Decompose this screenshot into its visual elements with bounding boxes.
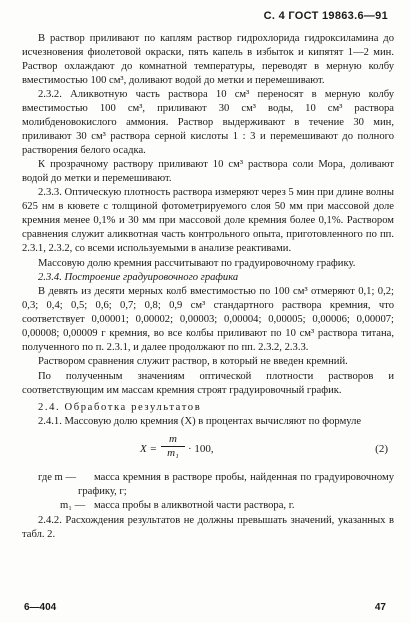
paragraph-2-3-3: 2.3.3. Оптическую плотность раствора измеряют через 5 мин при длине волны 625 нм в кювете с толщиной фотометрируемого слоя 50 мм при массовой доле кремния менее 0,1% и 30 мм при массовой доле кремния более 0,1%. Раствором сравнения служит аликвотная часть контрольного опыта, приготовленного по пп. 2.3.1, 2.3.2, со всеми используемыми в анализе реактивами. (22, 187, 394, 255)
print-mark: 6—404 (24, 602, 57, 613)
paragraph: В раствор приливают по каплям раствор гидрохлорида гидроксиламина до исчезновения фиолетовой окраски, пять капель в избыток и кипятят 1—2 мин. Раствор охлаждают до комнатной температуры, переводят в мерную колбу вместимостью 100 см³, доливают водой до метки и перемешивают. (22, 33, 394, 86)
paragraph-2-4-2: 2.4.2. Расхождения результатов не должны превышать значений, указанных в табл. 2. (22, 514, 394, 540)
formula-lhs: X = (140, 442, 157, 455)
definition-text: масса кремния в растворе пробы, найденная по градуировочному графику, г; (78, 471, 394, 497)
document-body (22, 32, 394, 542)
definition-item (22, 471, 394, 499)
paragraph-2-4-1: 2.4.1. Массовую долю кремния (X) в процентах вычисляют по формуле (38, 415, 362, 427)
definition-text: масса пробы в аликвотной части раствора, г. (94, 500, 295, 512)
page-number: 47 (374, 602, 386, 613)
paragraph: В девять из десяти мерных колб вместимостью по 100 см³ отмеряют 0,1; 0,2; 0,3; 0,4; 0,5; 0,6; 0,7; 0,8; 0,9 см³ стандартного раствора кремния, что соответствует 0,00001; 0,00002; 0,00003; 0,00004; 0,00005; 0,00006; 0,00007; 0,00008; 0,00009 г кремния, во все колбы приливают по 10 см³ раствора титана, полученного по п. 2.3.1, и далее продолжают по пп. 2.3.2, 2.3.3. (22, 286, 394, 353)
definition-item (22, 499, 394, 513)
paragraph: По полученным значениям оптической плотности растворов и соответствующим им массам кремния строят градуировочный график. (22, 370, 394, 396)
section-heading-2-3-4: 2.3.4. Построение градуировочного графика (38, 271, 239, 283)
paragraph: К прозрачному раствору приливают 10 см³ раствора соли Мора, доливают водой до метки и перемешивают. (22, 159, 394, 185)
page-header: С. 4 ГОСТ 19863.6—91 (263, 10, 388, 22)
formula-denominator: m₁ (167, 446, 179, 459)
formula (22, 433, 394, 467)
definition-symbol: m₁ — (60, 500, 86, 512)
formula-rest: · 100, (188, 442, 214, 455)
formula-number: (2) (375, 442, 388, 455)
paragraph: Раствором сравнения служит раствор, в который не введен кремний. (38, 356, 348, 368)
paragraph-2-3-2: 2.3.2. Аликвотную часть раствора 10 см³ переносят в мерную колбу вместимостью 100 см³, приливают 30 см³ воды, 10 см³ раствора молибденовокислого аммония. Раствор выдерживают в течение 30 мин, приливают 30 см³ раствора серной кислоты 1 : 3 и перемешивают до полного растворения белого осадка. (22, 89, 394, 156)
section-heading-2-4: 2.4. Обработка результатов (38, 401, 202, 413)
definition-symbol: где m — (38, 471, 77, 483)
formula-fraction (161, 433, 185, 460)
definitions (22, 471, 394, 513)
formula-numerator: m (161, 433, 185, 447)
paragraph: Массовую долю кремния рассчитывают по градуировочному графику. (38, 257, 356, 269)
